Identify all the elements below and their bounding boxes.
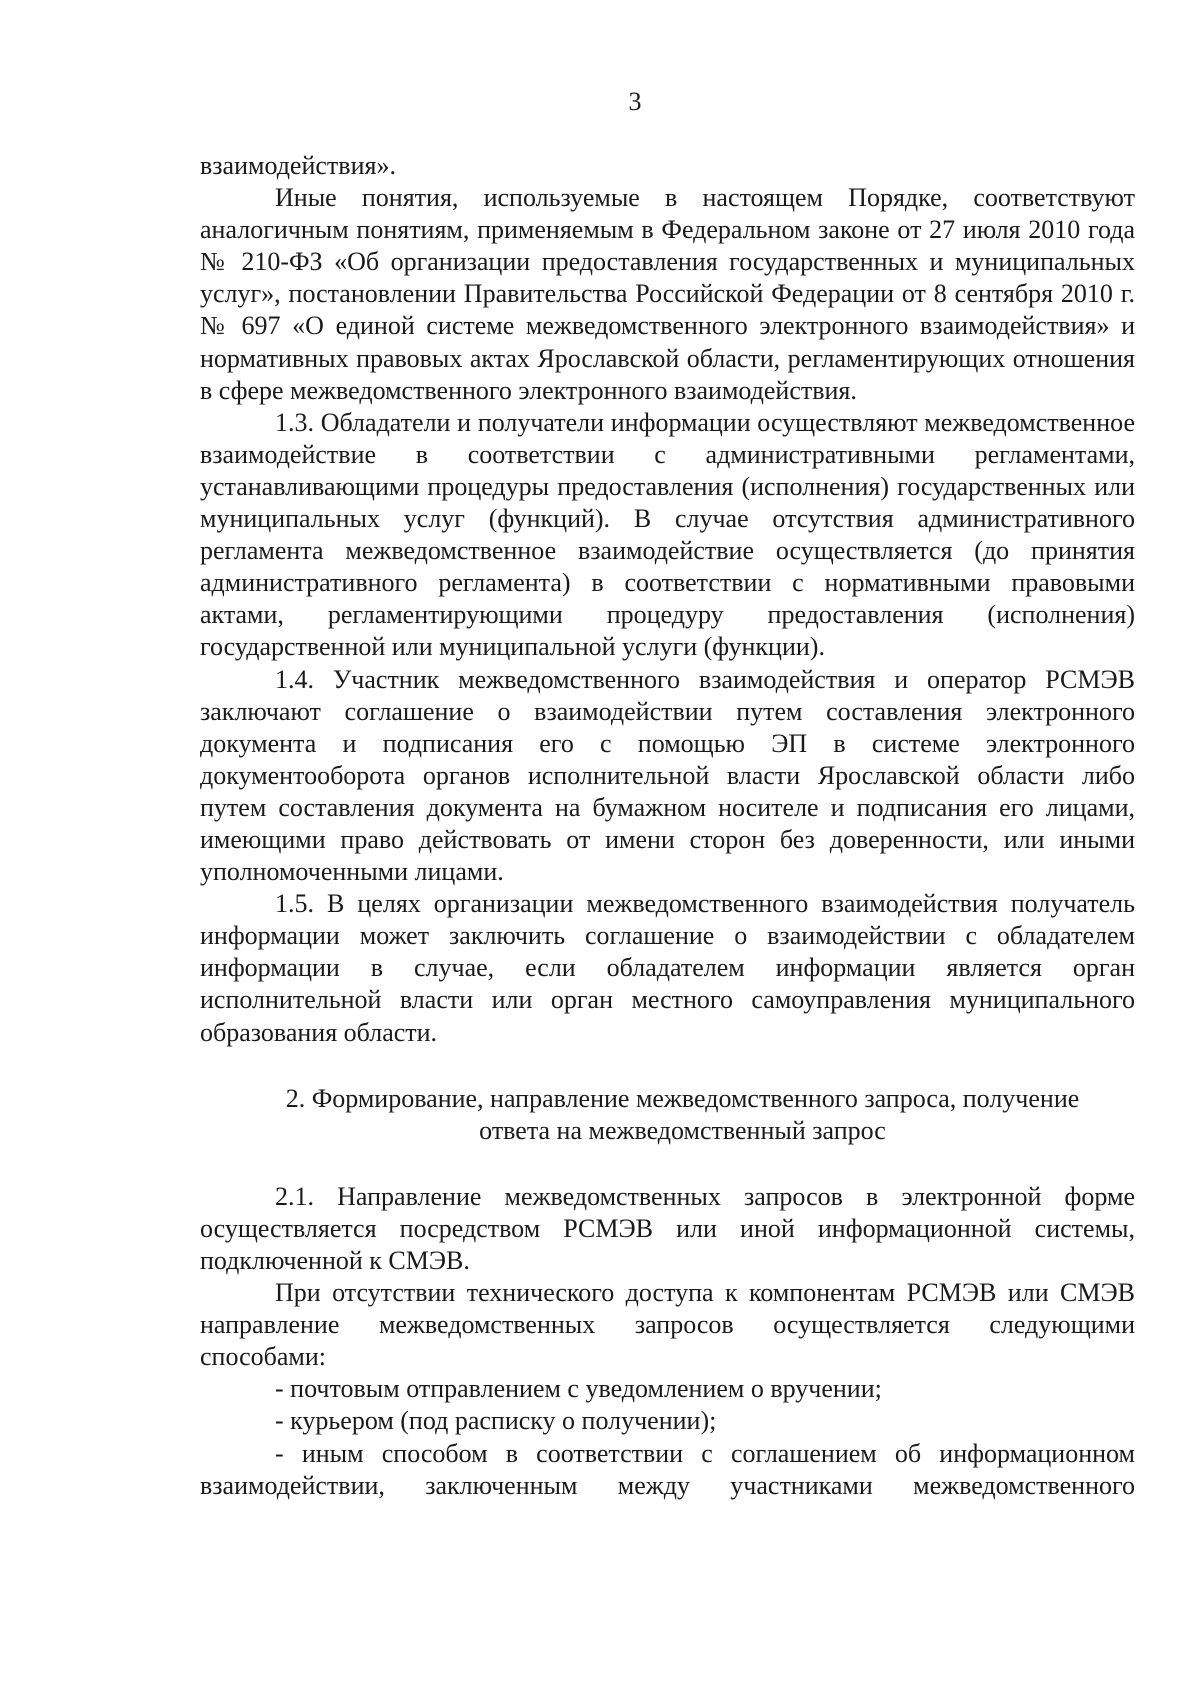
section-heading-line-2: ответа на межведомственный запрос bbox=[479, 1115, 886, 1145]
paragraph-no-access: При отсутствии технического доступа к компонентам РСМЭВ или СМЭВ направление межведомственных запросов осуществляется следующими способами: bbox=[200, 1278, 1135, 1372]
spacer bbox=[200, 1049, 1135, 1083]
paragraph-1-3: 1.3. Обладатели и получатели информации осуществляют межведомственное взаимодействие в соответствии с административными регламентами, устанавливающими процедуры предоставления (исполнения) государственных или муниципальных услуг (функций). В случае отсутствия административного регламента межведомственное взаимодействие осуществляется (до принятия административного регламента) в соответствии с нормативными правовыми актами, регламентирующими процедуру предоставления (исполнения) государственной или муниципальной услуги (функции). bbox=[200, 407, 1135, 662]
paragraph-1-5: 1.5. В целях организации межведомственного взаимодействия получатель информации может заключить соглашение о взаимодействии с обладателем информации в случае, если обладателем информации является орган исполнительной власти или орган местного самоуправления муниципального образования области. bbox=[200, 889, 1135, 1047]
page-number: 3 bbox=[628, 87, 642, 116]
paragraph-1-4: 1.4. Участник межведомственного взаимодействия и оператор РСМЭВ заключают соглашение о взаимодействии путем составления электронного документа и подписания его с помощью ЭП в системе электронного документооборота органов исполнительной власти Ярославской области либо путем составления документа на бумажном носителе и подписания его лицами, имеющими право действовать от имени сторон без доверенности, или иными уполномоченными лицами. bbox=[200, 664, 1135, 887]
document-body bbox=[200, 150, 1135, 1502]
paragraph-2-1: 2.1. Направление межведомственных запросов в электронной форме осуществляется посредством РСМЭВ или иной информационной системы, подключенной к СМЭВ. bbox=[200, 1181, 1135, 1275]
section-heading-line-1: 2. Формирование, направление межведомственного запроса, получение bbox=[285, 1083, 1080, 1113]
paragraph-definitions: Иные понятия, используемые в настоящем Порядке, соответствуют аналогичным понятиям, применяемым в Федеральном законе от 27 июля 2010 года № 210-ФЗ «Об организации предоставления государственных и муниципальных услуг», постановлении Правительства Российской Федерации от 8 сентября 2010 г. № 697 «О единой системе межведомственного электронного взаимодействия» и нормативных правовых актах Ярославской области, регламентирующих отношения в сфере межведомственного электронного взаимодействия. bbox=[200, 183, 1135, 405]
section-heading bbox=[200, 1083, 1135, 1147]
paragraphs-top bbox=[200, 150, 1135, 1049]
paragraph-continuation: взаимодействия». bbox=[200, 151, 396, 180]
list-item-post: - почтовым отправлением с уведомлением о вручении; bbox=[275, 1374, 882, 1404]
list-item-courier: - курьером (под расписку о получении); bbox=[275, 1406, 717, 1436]
paragraphs-bottom bbox=[200, 1181, 1135, 1502]
list-item-other: - иным способом в соответствии с соглашением об информационном взаимодействии, заключенным между участниками межведомственного bbox=[200, 1438, 1135, 1500]
spacer bbox=[200, 1147, 1135, 1181]
